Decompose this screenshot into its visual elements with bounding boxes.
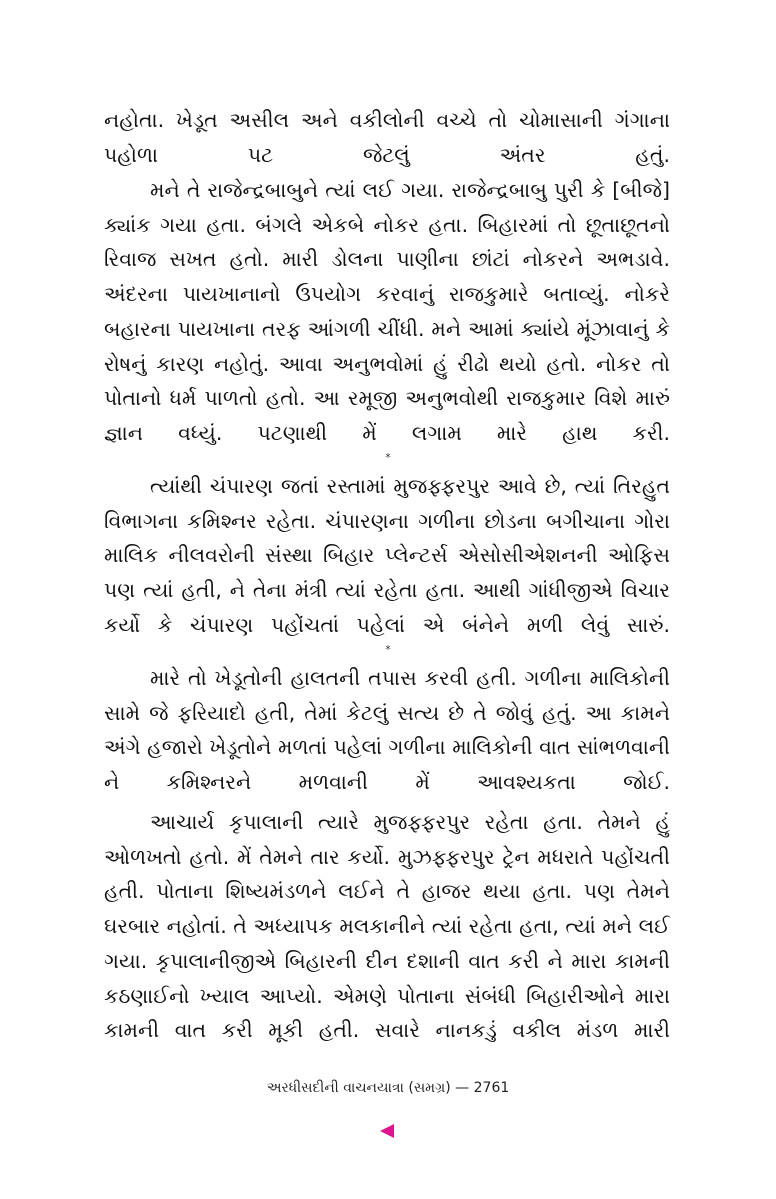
section-separator-1: * — [385, 451, 391, 464]
paragraph-2: મને તે રાજેન્દ્રબાબુને ત્યાં લઈ ગયા. રાજેન્દ્રબાબુ પુરી કે [બીજે] ક્યાંક ગયા હતા. બંગલે એકબે નોકર હતા. બિહારમાં તો છૂતાછૂતનો રિવાજ સખત હતો. મારી ડોલના પાણીના છાંટાં નોકરને અભડાવે. અંદરના પાયખાનાનો ઉપયોગ કરવાનું રાજકુમારે બતાવ્યું. નોકરે બહારના પાયખાના તરફ આંગળી ચીંધી. મને આમાં ક્યાંયે મૂંઝાવાનું કે રોષનું કારણ નહોતું. આવા અનુભવોમાં હું રીઢો થયો હતો. નોકર તો પોતાનો ધર્મ પાળતો હતો. આ રમૂજી અનુભવોથી રાજકુમાર વિશે મારું જ્ઞાન વધ્યું. પટણાથી મેં લગામ મારે હાથ કરી. — [104, 178, 670, 445]
triangle-left-icon — [378, 1123, 396, 1139]
paragraph-5: આચાર્ય કૃપાલાની ત્યારે મુજફ્ફરપુર રહેતા હતા. તેમને હું ઓળખતો હતો. મેં તેમને તાર કર્યો. મુઝફ્ફરપુર ટ્રેન મધરાતે પહોંચતી હતી. પોતાના શિષ્યમંડળને લઈને તે હાજર થયા હતા. પણ તેમને ઘરબાર નહોતાં. તે અધ્યાપક મલકાનીને ત્યાં રહેતા હતા, ત્યાં મને લઈ ગયા. કૃપાલાનીજીએ બિહારની દીન દશાની વાત કરી ને મારા કામની કઠણાઈનો ખ્યાલ આપ્યો. એમણે પોતાના સંબંધી બિહારીઓને મારા કામની વાત કરી મૂકી હતી. સવારે નાનકડું વકીલ મંડળ મારી — [104, 810, 670, 1043]
paragraph-1: નહોતા. ખેડૂત અસીલ અને વકીલોની વચ્ચે તો ચોમાસાની ગંગાના પહોળા પટ જેટલું અંતર હતું. — [104, 108, 670, 167]
section-separator-2: * — [385, 643, 391, 656]
paragraph-3: ત્યાંથી ચંપારણ જતાં રસ્તામાં મુજફ્ફરપુર આવે છે, ત્યાં તિરહુત વિભાગના કમિશ્નર રહેતા. ચંપારણના ગળીના છોડના બગીચાના ગોરા માલિક નીલવરોની સંસ્થા બિહાર પ્લેન્ટર્સ એસોસીએશનની ઓફિસ પણ ત્યાં હતી, ને તેના મંત્રી ત્યાં રહેતા હતા. આથી ગાંધીજીએ વિચાર કર્યો કે ચંપારણ પહોંચતાં પહેલાં એ બંનેને મળી લેવું સારું. — [104, 474, 670, 637]
previous-page-button[interactable] — [378, 1123, 396, 1139]
page-footer: અરધીસદીની વાચનયાત્રા (સમગ્ર) — 2761 — [266, 1080, 510, 1096]
paragraph-4: મારે તો ખેડૂતોની હાલતની તપાસ કરવી હતી. ગળીના માલિકોની સામે જે ફરિયાદો હતી, તેમાં કેટલું સત્ય છે તે જોવું હતું. આ કામને અંગે હજારો ખેડૂતોને મળતાં પહેલાં ગળીના માલિકોની વાત સાંભળવાની ને કમિશ્નરને મળવાની મેં આવશ્યકતા જોઈ. — [104, 666, 670, 795]
